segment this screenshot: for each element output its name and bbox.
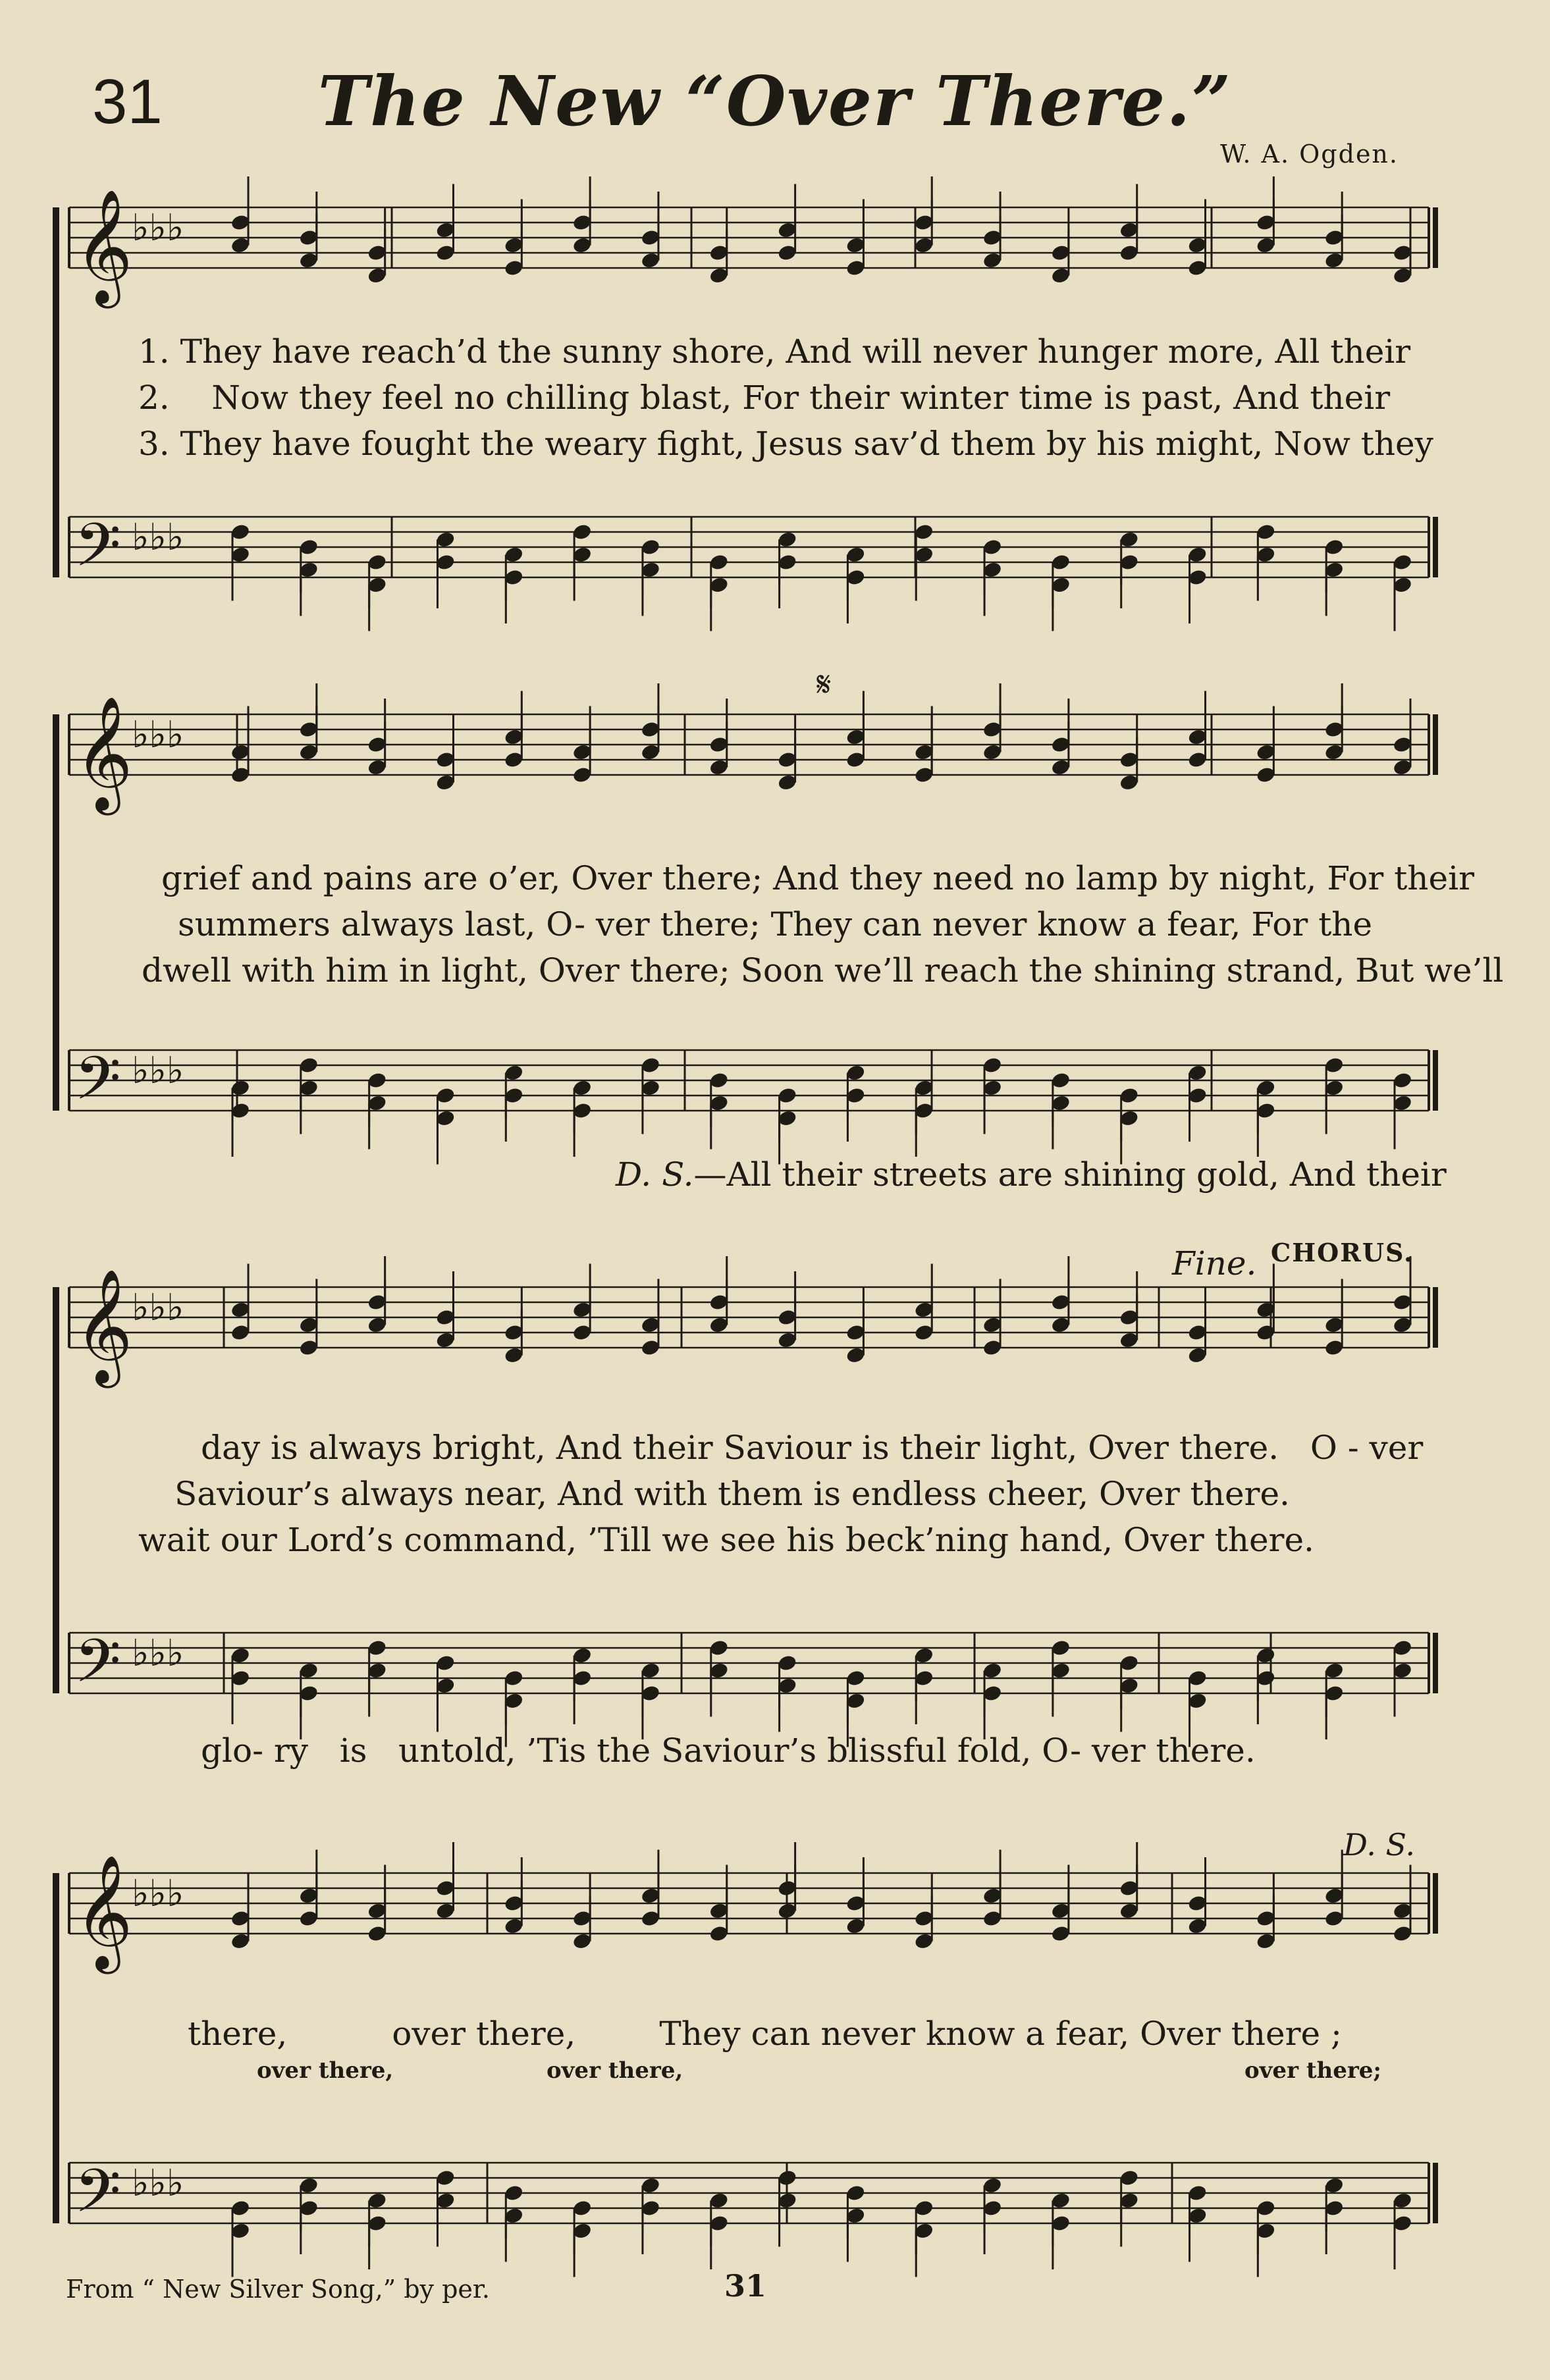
- lyric-s1-verse1: 1. They have reach’d the sunny shore, And will never hunger more, All their: [138, 332, 1411, 371]
- key-signature-flats-icon: ♭♭♭: [132, 516, 184, 559]
- key-signature-flats-icon: ♭♭♭: [132, 714, 184, 756]
- lyric-s3-verse1: day is always bright, And their Saviour is their light, Over there. O - ver: [201, 1429, 1424, 1467]
- lyric-s1-verse3: 3. They have fought the weary fight, Jesus sav’d them by his might, Now they: [138, 425, 1433, 463]
- key-signature-flats-icon: ♭♭♭: [132, 1049, 184, 1092]
- chorus-label: CHORUS.: [1271, 1238, 1414, 1267]
- lyric-echo-3: over there;: [1244, 2057, 1381, 2084]
- fine-marking: Fine.: [1172, 1244, 1257, 1283]
- lyric-s4-main: there, over there, They can never know a fear, Over there ;: [188, 2015, 1342, 2053]
- lyric-s3-verse2: Saviour’s always near, And with them is endless cheer, Over there.: [174, 1475, 1290, 1513]
- lyric-s2-verse1: grief and pains are o’er, Over there; And they need no lamp by night, For their: [161, 859, 1474, 897]
- bass-clef-icon: 𝄢: [74, 2156, 121, 2240]
- treble-clef-icon: 𝄞: [74, 1855, 133, 1969]
- segno-sign: 𝄋: [816, 665, 832, 704]
- composer-credit: W. A. Ogden.: [1219, 140, 1399, 169]
- key-signature-flats-icon: ♭♭♭: [132, 207, 184, 250]
- lyric-echo-2: over there,: [547, 2057, 683, 2084]
- lyric-s3-verse3: wait our Lord’s command, ’Till we see his beck’ning hand, Over there.: [138, 1521, 1314, 1559]
- page-number: 31: [724, 2268, 767, 2304]
- ds-lyric-line1: [616, 1155, 1447, 1194]
- key-signature-flats-icon: ♭♭♭: [132, 2162, 184, 2205]
- treble-clef-icon: 𝄞: [74, 1269, 133, 1383]
- lyric-echo-1: over there,: [257, 2057, 394, 2084]
- bass-clef-icon: 𝄢: [74, 1044, 121, 1128]
- hymn-title: The New “Over There.”: [317, 61, 1233, 142]
- ds-end-marking: D. S.: [1343, 1827, 1415, 1863]
- ds-label: D. S.: [616, 1155, 694, 1194]
- key-signature-flats-icon: ♭♭♭: [132, 1872, 184, 1915]
- hymn-number: 31: [92, 66, 163, 137]
- key-signature-flats-icon: ♭♭♭: [132, 1632, 184, 1675]
- ds-text: —All their streets are shining gold, And their: [693, 1155, 1447, 1194]
- lyric-s2-verse3: dwell with him in light, Over there; Soon we’ll reach the shining strand, But we’ll: [142, 951, 1504, 990]
- lyric-s2-verse2: summers always last, O- ver there; They can never know a fear, For the: [178, 905, 1373, 943]
- bass-clef-icon: 𝄢: [74, 1626, 121, 1710]
- ds-lyric-line2: glo- ry is untold, ’Tis the Saviour’s blissful fold, O- ver there.: [201, 1732, 1256, 1770]
- lyric-s1-verse2: 2. Now they feel no chilling blast, For their winter time is past, And their: [138, 379, 1391, 417]
- treble-clef-icon: 𝄞: [74, 189, 133, 304]
- treble-clef-icon: 𝄞: [74, 696, 133, 810]
- bass-clef-icon: 𝄢: [74, 510, 121, 595]
- source-credit: From “ New Silver Song,” by per.: [66, 2275, 490, 2304]
- key-signature-flats-icon: ♭♭♭: [132, 1286, 184, 1329]
